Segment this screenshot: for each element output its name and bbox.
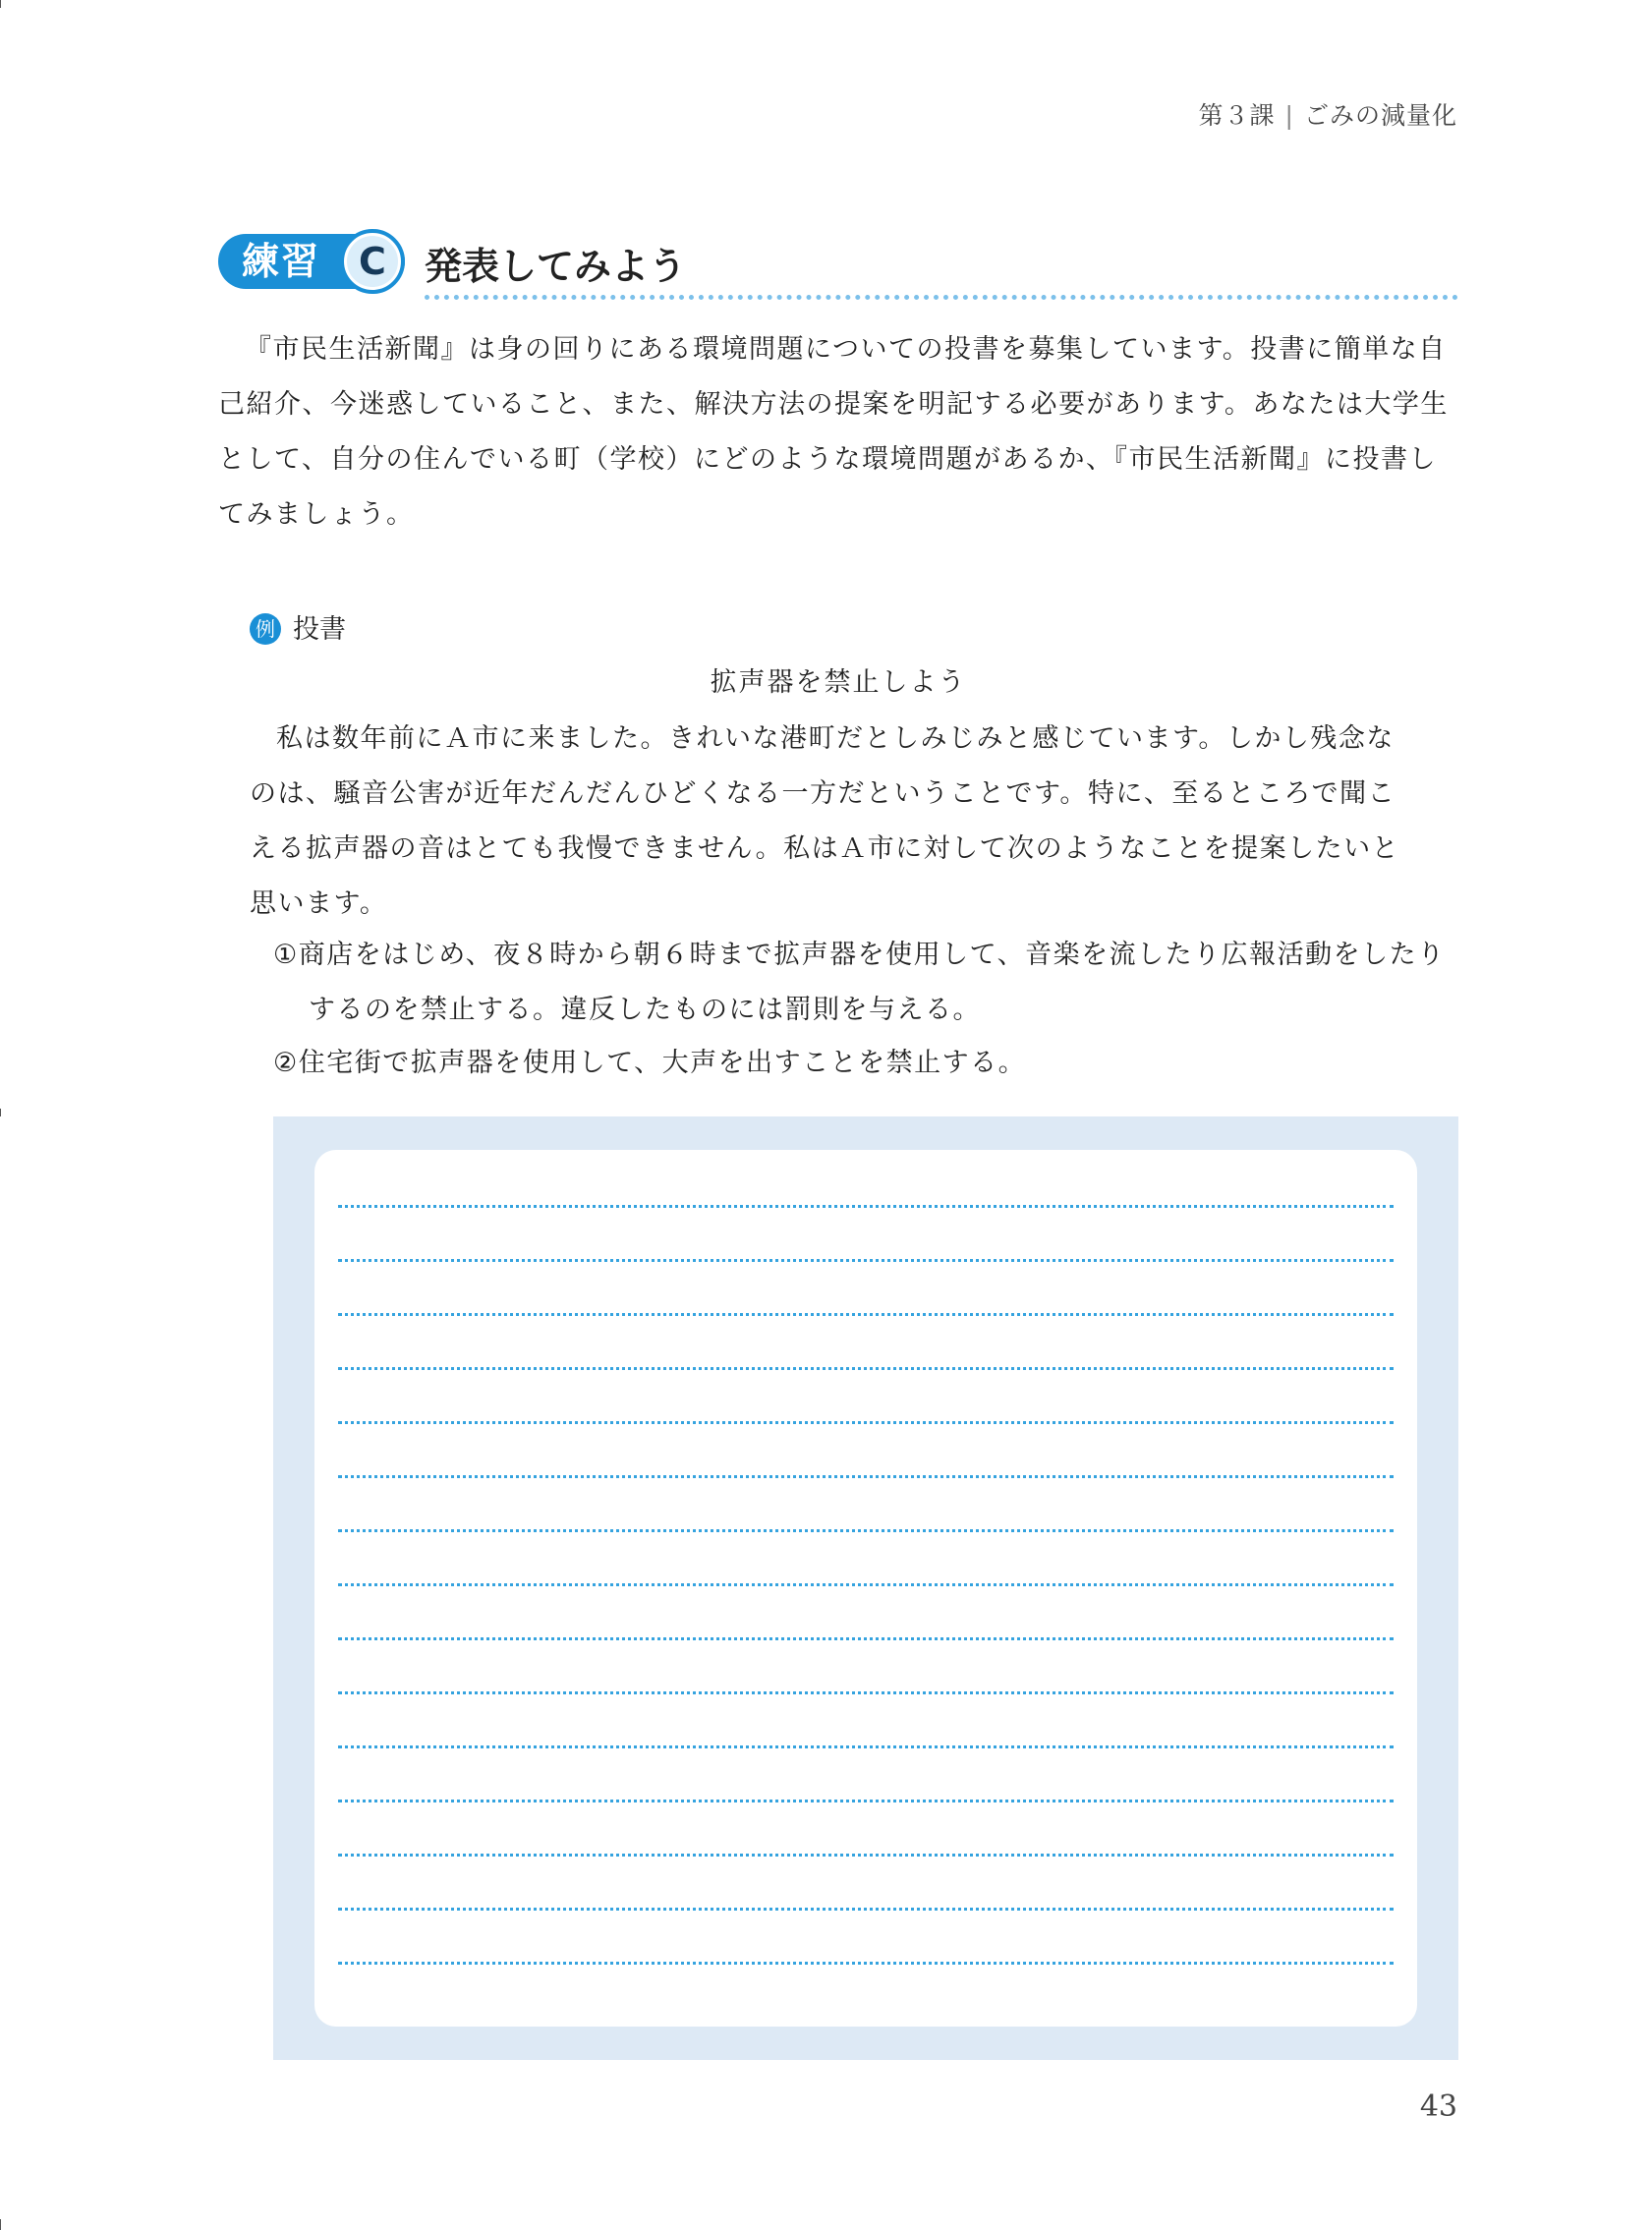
writing-line	[338, 1529, 1394, 1532]
writing-line	[338, 1313, 1394, 1316]
crop-mark-bottom	[0, 2219, 1, 2230]
writing-line	[338, 1421, 1394, 1424]
running-header	[1199, 96, 1457, 132]
writing-line	[338, 1259, 1394, 1262]
example-label	[250, 607, 346, 646]
instructions-paragraph: 『市民生活新聞』は身の回りにある環境問題についての投書を募集しています。投書に簡単な自己紹介、今迷惑していること、また、解決方法の提案を明記する必要があります。あなたは大学生として、自分の住んでいる町（学校）にどのような環境問題があるか、『市民生活新聞』に投書してみましょう。	[218, 334, 1449, 530]
heading-dotted-rule	[425, 295, 1458, 300]
lesson-number: 第３課	[1198, 101, 1276, 130]
proposal-item-2: ②住宅街で拡声器を使用して、大声を出すことを禁止する。	[273, 1048, 1027, 1078]
section-title	[218, 232, 1458, 301]
lesson-title: ごみの減量化	[1303, 101, 1457, 130]
practice-letter-badge: C	[340, 229, 405, 294]
writing-line	[338, 1908, 1394, 1911]
writing-line	[338, 1691, 1394, 1694]
writing-line	[338, 1745, 1394, 1748]
writing-line	[338, 1475, 1394, 1478]
writing-card[interactable]	[314, 1150, 1417, 2027]
header-separator: |	[1284, 101, 1294, 130]
section-heading: 発表してみよう	[425, 245, 687, 288]
writing-line	[338, 1637, 1394, 1640]
page-number: 43	[1419, 2089, 1457, 2124]
writing-line	[338, 1583, 1394, 1586]
letter-body: 私は数年前にＡ市に来ました。きれいな港町だとしみじみと感じています。しかし残念なのは、騒音公害が近年だんだんひどくなる一方だということです。特に、至るところで聞こえる拡声器の音はとても我慢できません。私はＡ市に対して次のようなことを提案したいと思います。	[250, 723, 1400, 919]
writing-line	[338, 1367, 1394, 1370]
practice-badge: 練習	[218, 234, 405, 289]
writing-line	[338, 1854, 1394, 1857]
writing-line	[338, 1962, 1394, 1965]
writing-line	[338, 1205, 1394, 1208]
crop-mark-top	[0, 0, 1, 8]
writing-area	[273, 1116, 1458, 2060]
example-type: 投書	[293, 614, 346, 645]
writing-line	[338, 1800, 1394, 1802]
proposal-item-1: ①商店をはじめ、夜８時から朝６時まで拡声器を使用して、音楽を流したり広報活動をしたりするのを禁止する。違反したものには罰則を与える。	[273, 940, 1446, 1025]
letter-title: 拡声器を禁止しよう	[710, 667, 967, 698]
example-icon: 例	[250, 613, 281, 645]
crop-mark-middle	[0, 1109, 1, 1116]
